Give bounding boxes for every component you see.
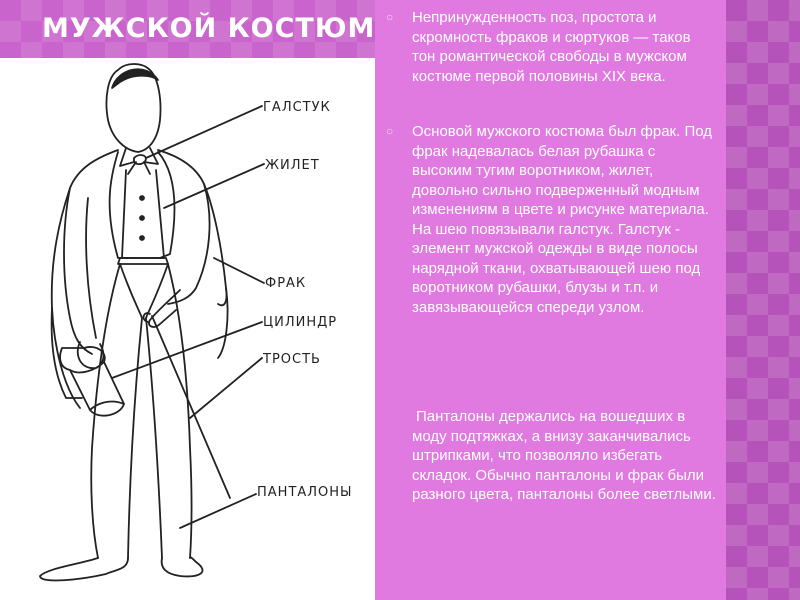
decorative-stripe (726, 0, 800, 600)
label-tailcoat: ФРАК (265, 276, 307, 291)
pointer-tailcoat (214, 258, 264, 283)
pointer-tie (146, 106, 262, 158)
pointer-top-hat (112, 322, 262, 378)
trousers-right-leg (168, 264, 192, 558)
paragraph-tailcoat: ○ Основой мужского костюма был фрак. Под фрак надевалась белая рубашка с высоким тугим воротником, жилет, довольно сильно подверженный модным изменениям в цвете и рисунке материала. На шею повязывали галстук. Галстук - элемент мужской одежды в виде полосы нарядной ткани, охватывающей шею под воротником рубашки, блузы и т.п. и завязывающейся спереди узлом. (412, 122, 717, 317)
trousers-left-leg (91, 264, 120, 558)
label-trousers: ПАНТАЛОНЫ (257, 485, 353, 500)
trousers-inner-left (128, 318, 142, 558)
vest (122, 170, 164, 258)
label-cane: ТРОСТЬ (263, 352, 321, 367)
top-hat (60, 347, 124, 416)
title-band (0, 0, 375, 58)
hair (112, 69, 158, 88)
pointer-cane (190, 358, 262, 418)
coat-right-side (158, 150, 227, 305)
label-tie: ГАЛСТУК (263, 100, 331, 115)
label-vest: ЖИЛЕТ (265, 158, 320, 173)
trousers-inner-right (146, 318, 162, 558)
label-top-hat: ЦИЛИНДР (263, 315, 338, 330)
pointer-vest (164, 164, 264, 208)
right-shoe (162, 557, 203, 576)
paragraph-intro: ○ Непринужденность поз, простота и скромность фраков и сюртуков — таков тон романтической свободы в мужском костюме первой половины XIX века. (412, 8, 717, 86)
left-shoe (40, 558, 128, 580)
paragraph-trousers: Панталоны держались на вошедших в моду подтяжках, а внизу заканчивались штрипками, что позволяло избегать складок. Обычно панталоны и фрак были разного цвета, панталоны более светлыми. (412, 408, 716, 503)
slide-title: МУЖСКОЙ КОСТЮМ (42, 13, 376, 44)
